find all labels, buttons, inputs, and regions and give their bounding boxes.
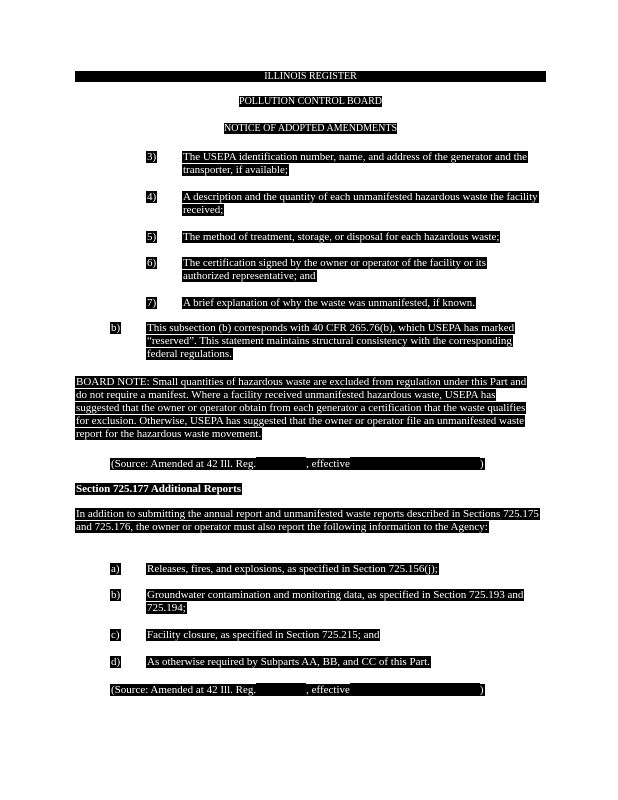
- section-intro: In addition to submitting the annual report and unmanifested waste reports described in Sections 725.175 and 725.176, the owner or operator must also report the following information to the Agency:: [76, 508, 539, 533]
- board-header: POLLUTION CONTROL BOARD: [239, 96, 382, 107]
- register-header: ILLINOIS REGISTER: [75, 71, 546, 82]
- notice-header: NOTICE OF ADOPTED AMENDMENTS: [223, 123, 398, 134]
- source-note: (Source: Amended at 42 Ill. Reg. , effective ): [111, 458, 484, 470]
- board-note: BOARD NOTE: Small quantities of hazardous waste are excluded from regulation under this Part and do not require a manifest. Where a facility received unmanifested hazardous waste, USEPA has suggested that the owner or operator obtain from each generator a certification that the waste qualifies for exclusion. Otherwise, USEPA has suggested that the owner or operator file an unmanifested waste report for the hazardous waste movement.: [76, 376, 527, 440]
- section-heading: Section 725.177 Additional Reports: [76, 483, 242, 495]
- source-note: (Source: Amended at 42 Ill. Reg. , effective ): [111, 684, 484, 696]
- document-page: ILLINOIS REGISTER POLLUTION CONTROL BOARD NOTICE OF ADOPTED AMENDMENTS 3) The USEPA identification number, name, and address of the generator and the transporter, if available; 4) A description and the quantity of each unmanifested hazardous waste the facility received; 5) The method of treatment, storage, or disposal for each hazardous waste; 6) The certification signed by the owner or operator of the facility or its authorized representative; and 7) A brief explanation of why the waste was unmanifested, if known. b) This subsection (b) corresponds with 40 CFR 265.76(b), which USEPA has marked “reserved”. This statement maintains structural consistency with the corresponding federal regulations. BOARD NOTE: Small quantities of hazardous waste are excluded from regulation under this Part and do not require a manifest. Where a facility received unmanifested hazardous waste, USEPA has suggested that the owner or operator obtain from each generator a certification that the waste qualifies for exclusion. Otherwise, USEPA has suggested that the owner or operator file an unmanifested waste report for the hazardous waste movement. (Source: Amended at 42 Ill. Reg. , effective ) Section 725.177 Additional Reports In addition to submitting the annual report and unmanifested waste reports described in Sections 725.175 and 725.176, the owner or operator must also report the following information to the Agency: a) Releases, fires, and explosions, as specified in Section 725.156(j); b) Groundwater contamination and monitoring data, as specified in Section 725.193 and 725.194; c) Facility closure, as specified in Section 725.215; and d) As otherwise required by Subparts AA, BB, and CC of this Part. (Source: Amended at 42 Ill. Reg. , effective ): [0, 0, 618, 800]
